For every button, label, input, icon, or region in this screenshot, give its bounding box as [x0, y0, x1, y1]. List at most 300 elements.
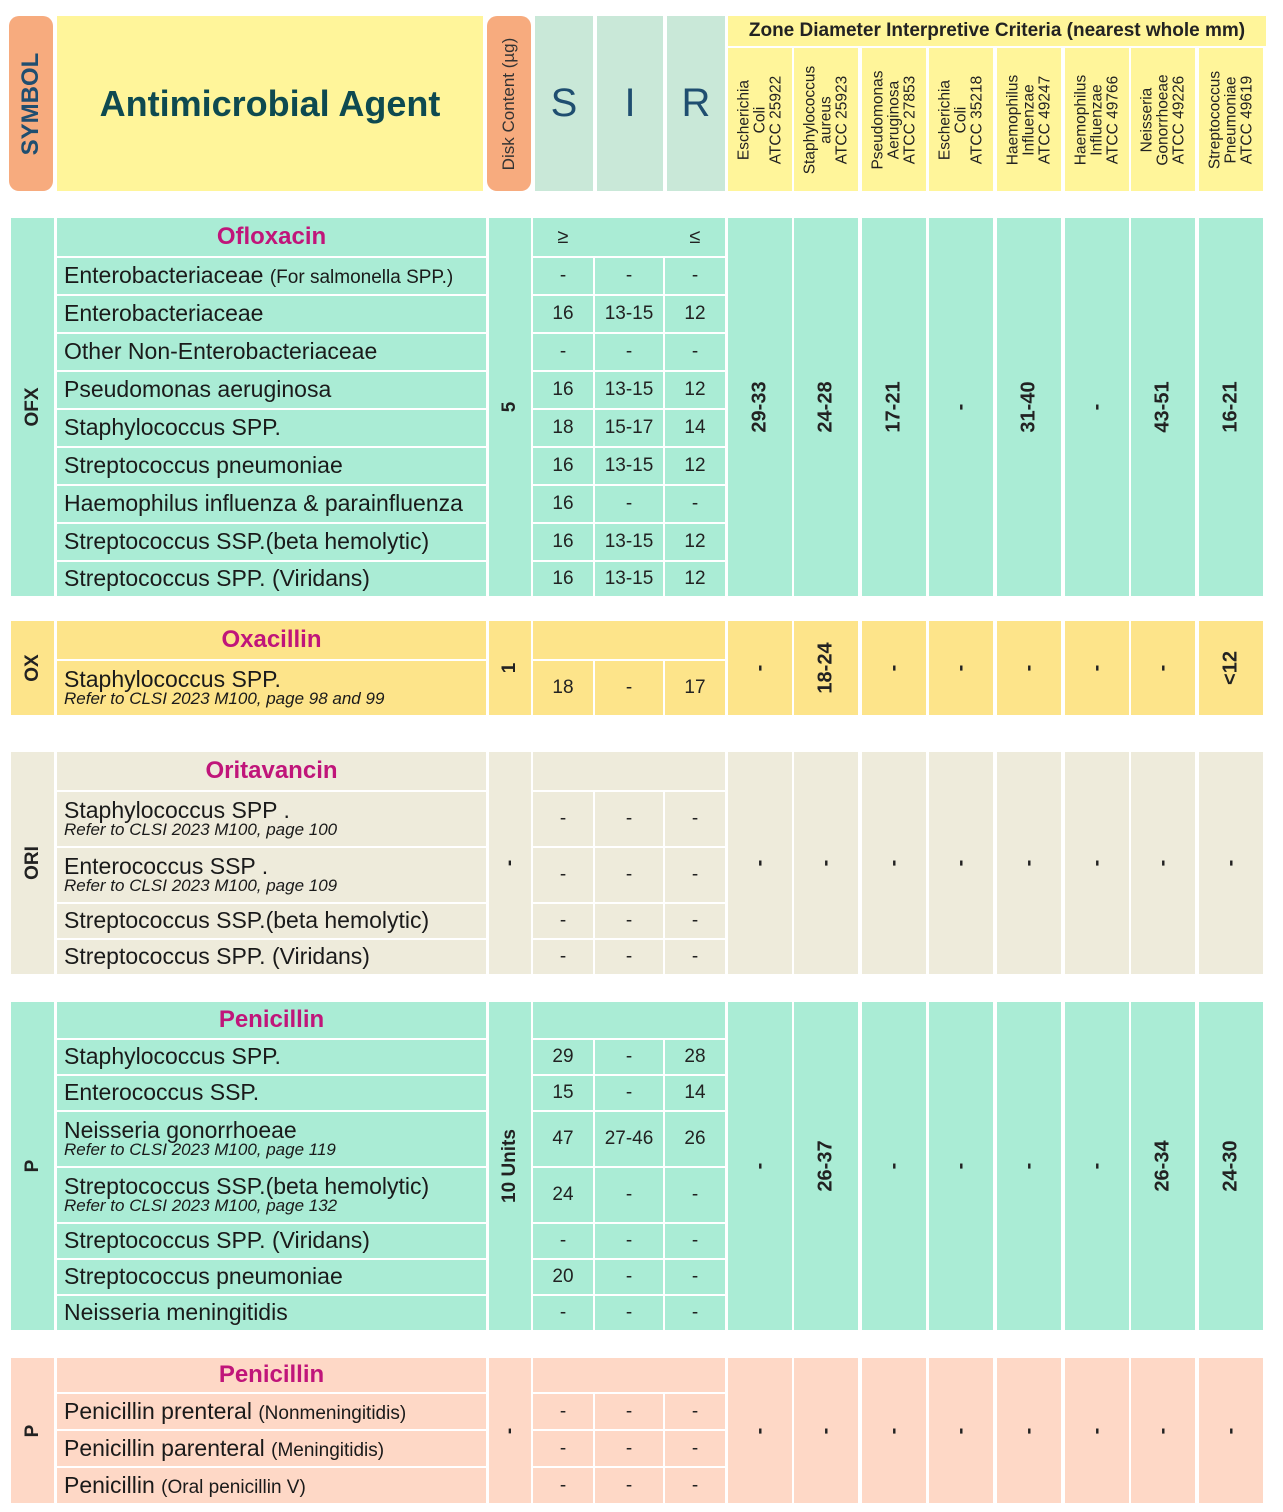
organism-label: [1207, 70, 1254, 168]
organism-row-text: [64, 1228, 370, 1253]
zone-range-value: -: [1151, 859, 1174, 867]
zone-range-value: -: [748, 664, 771, 672]
organism-label-line: Pseudomonas: [869, 69, 887, 170]
organism-label-line: ATCC 49619: [1237, 75, 1255, 164]
organism-row-name: [57, 562, 486, 596]
zone-cell: [1131, 752, 1195, 974]
organism-label: [1139, 74, 1186, 165]
section-title: Penicillin: [57, 1358, 486, 1392]
r-value: -: [665, 848, 725, 902]
section-symbol-label: ORI: [21, 846, 43, 880]
organism-row-text: [64, 1473, 306, 1499]
organism-row-name: [57, 410, 486, 446]
zone-range-value: -: [1151, 664, 1174, 672]
organism-row-text: [64, 263, 453, 289]
organism-row-text: [64, 566, 370, 591]
zone-cell: [997, 1358, 1061, 1503]
zone-cell: [929, 1002, 993, 1330]
i-header: I: [597, 16, 663, 191]
s-value: 24: [533, 1168, 593, 1222]
symbol-header: [9, 16, 53, 191]
organism-label-line: ATCC 49226: [1169, 75, 1187, 164]
organism-row-line: [64, 944, 370, 969]
zone-range-value: -: [882, 859, 905, 867]
organism-row-name: [57, 486, 486, 522]
r-value: -: [665, 486, 725, 522]
disk-header: [487, 16, 531, 191]
i-value: -: [595, 1296, 663, 1330]
zone-cell: [728, 218, 792, 596]
organism-row-name: [57, 296, 486, 332]
organism-row-text: [64, 1264, 343, 1289]
organism-row-name: [57, 524, 486, 560]
organism-row-name: [57, 448, 486, 484]
s-value: -: [533, 1224, 593, 1258]
organism-name: Staphylococcus SPP.: [64, 414, 281, 441]
zone-cell: [1065, 621, 1129, 715]
organism-row-text: [64, 944, 370, 969]
i-value: -: [595, 792, 663, 846]
zone-range-value: -: [1017, 1162, 1040, 1170]
organism-name: Staphylococcus SPP.: [64, 666, 281, 692]
zone-cell: [997, 218, 1061, 596]
organism-label-line: Coli: [952, 106, 970, 133]
zone-cell: [1199, 752, 1263, 974]
zone-cell: [794, 1002, 858, 1330]
zone-range-value: -: [814, 1427, 837, 1434]
organism-row-name: [57, 258, 486, 294]
organism-label-line: Gonorrhoeae: [1154, 73, 1172, 166]
s-value: -: [533, 904, 593, 938]
r-value: 14: [665, 410, 725, 446]
r-value: -: [665, 1296, 725, 1330]
zone-cell: [1131, 621, 1195, 715]
zone-range-value: -: [1085, 664, 1108, 672]
organism-row-name: [57, 1112, 486, 1166]
r-value: 12: [665, 372, 725, 408]
s-value: -: [533, 792, 593, 846]
organism-row-text: [64, 1300, 288, 1325]
s-value: 29: [533, 1040, 593, 1074]
organism-row-name: [57, 1468, 486, 1503]
organism-row-name: [57, 1040, 486, 1074]
s-value: -: [533, 1468, 593, 1503]
organism-name-qualifier: (Meningitidis): [271, 1439, 385, 1461]
organism-row-line: [64, 301, 263, 326]
organism-label-line: ATCC 49766: [1103, 75, 1121, 164]
organism-row-line: [64, 1228, 370, 1253]
r-value: -: [665, 1394, 725, 1429]
s-value: -: [533, 1296, 593, 1330]
organism-row-name: [57, 940, 486, 974]
zone-cell: [997, 752, 1061, 974]
agent-header: Antimicrobial Agent: [57, 16, 483, 191]
zone-range-value: -: [1017, 664, 1040, 672]
organism-label-line: Escherichia: [936, 79, 954, 160]
organism-row-line: [64, 1399, 406, 1425]
s-value: 16: [533, 296, 593, 332]
section-symbol: [11, 218, 54, 596]
r-value: -: [665, 792, 725, 846]
zone-range-value: 16-21: [1219, 381, 1242, 433]
sir-subheader: [533, 1358, 725, 1392]
organism-row-text: [64, 854, 337, 896]
organism-name-qualifier: (Nonmeningitidis): [258, 1402, 407, 1424]
organism-label-line: Escherichia: [735, 79, 753, 160]
section-symbol: [11, 621, 54, 715]
organism-row-name: [57, 1296, 486, 1330]
organism-label-line: Influenzae: [1020, 83, 1038, 156]
i-value: -: [595, 486, 663, 522]
r-value: -: [665, 334, 725, 370]
s-value: 47: [533, 1112, 593, 1166]
organism-label-line: Streptococcus: [1206, 70, 1224, 169]
disk-content: [489, 218, 531, 596]
sir-subheader: [533, 752, 725, 790]
i-value: -: [595, 1224, 663, 1258]
organism-name: Streptococcus SPP. (Viridans): [64, 565, 370, 592]
s-value: -: [533, 258, 593, 294]
zone-range-value: -: [949, 1427, 972, 1434]
zone-range-value: 31-40: [1017, 381, 1040, 433]
organism-name-qualifier: (For salmonella SPP.): [269, 267, 454, 289]
organism-label-line: Influenzae: [1088, 83, 1106, 156]
zone-range-value: 26-37: [814, 1140, 837, 1192]
r-value: -: [665, 1224, 725, 1258]
organism-label-line: aureus: [817, 95, 835, 144]
zone-cell: [929, 752, 993, 974]
zone-range-value: -: [1085, 1427, 1108, 1434]
zone-range-value: -: [748, 1427, 771, 1434]
zone-range-value: -: [949, 859, 972, 867]
zone-range-value: -: [882, 1162, 905, 1170]
s-value: 18: [533, 661, 593, 715]
i-value: 15-17: [595, 410, 663, 446]
r-value: -: [665, 1260, 725, 1294]
organism-row-text: [64, 415, 281, 440]
zone-range-value: -: [949, 664, 972, 672]
zone-cell: [929, 1358, 993, 1503]
section-symbol-label: OX: [21, 654, 43, 682]
organism-label-line: ATCC 27853: [900, 75, 918, 164]
zone-range-value: -: [1219, 859, 1242, 867]
zone-cell: [794, 1358, 858, 1503]
zone-range-value: 24-30: [1219, 1140, 1242, 1192]
organism-row-line: [64, 453, 343, 478]
organism-row-text: [64, 377, 331, 402]
section-title: Oritavancin: [57, 752, 486, 790]
zone-cell: [929, 218, 993, 596]
organism-header-7: [1131, 48, 1195, 191]
s-value: 16: [533, 486, 593, 522]
organism-row-line: [64, 1080, 259, 1105]
zone-cell: [1199, 1358, 1263, 1503]
i-value: -: [595, 1260, 663, 1294]
disk-content: [489, 1358, 531, 1503]
organism-name: Staphylococcus SPP .: [64, 797, 290, 823]
zone-cell: [1199, 621, 1263, 715]
i-value: -: [595, 1394, 663, 1429]
organism-name: Streptococcus SSP.(beta hemolytic): [64, 907, 430, 934]
sir-subheader: [533, 621, 725, 659]
r-value: -: [665, 904, 725, 938]
zone-range-value: <12: [1219, 651, 1242, 685]
organism-header-8: [1199, 48, 1263, 191]
organism-label-line: Haemophilus: [1072, 74, 1090, 165]
reference-note: Refer to CLSI 2023 M100, page 109: [64, 876, 338, 896]
organism-label-line: ATCC 25923: [832, 75, 850, 164]
zone-range-value: -: [1085, 403, 1108, 411]
disk-content-value: 10 Units: [499, 1129, 520, 1203]
organism-row-name: [57, 1076, 486, 1110]
s-value: 16: [533, 562, 593, 596]
zone-criteria-title: Zone Diameter Interpretive Criteria (nearest whole mm): [728, 16, 1266, 46]
s-value: -: [533, 334, 593, 370]
s-value: 18: [533, 410, 593, 446]
organism-header-3: [862, 48, 926, 191]
reference-note: Refer to CLSI 2023 M100, page 132: [64, 1196, 338, 1216]
organism-row-text: [64, 667, 384, 709]
organism-row-line: [64, 1264, 343, 1289]
zone-cell: [1131, 1358, 1195, 1503]
s-value: 15: [533, 1076, 593, 1110]
section-title: Ofloxacin: [57, 218, 486, 256]
organism-row-name: [57, 1260, 486, 1294]
disk-content: [489, 752, 531, 974]
zone-range-value: -: [882, 664, 905, 672]
s-value: 16: [533, 372, 593, 408]
zone-cell: [794, 621, 858, 715]
organism-header-2: [794, 48, 858, 191]
organism-name: Streptococcus SSP.(beta hemolytic): [64, 528, 430, 555]
organism-name: Streptococcus SPP. (Viridans): [64, 943, 370, 970]
organism-header-1: [728, 48, 792, 191]
sir-subheader: [533, 1002, 725, 1038]
organism-row-text: [64, 1080, 259, 1105]
i-value: 13-15: [595, 448, 663, 484]
organism-label-line: Coli: [751, 106, 769, 133]
organism-header-5: [997, 48, 1061, 191]
organism-row-text: [64, 1436, 384, 1462]
organism-row-name: [57, 372, 486, 408]
organism-row-line: [64, 908, 429, 933]
organism-label-line: Haemophilus: [1004, 74, 1022, 165]
zone-cell: [1065, 1002, 1129, 1330]
organism-row-line: [64, 566, 370, 591]
organism-name: Streptococcus SSP.(beta hemolytic): [64, 1173, 430, 1199]
zone-range-value: 18-24: [814, 642, 837, 694]
disk-content: [489, 1002, 531, 1330]
section-symbol: [11, 1358, 54, 1503]
zone-cell: [862, 218, 926, 596]
organism-name: Enterobacteriaceae: [64, 262, 264, 289]
organism-row-name: [57, 1394, 486, 1429]
section-symbol: [11, 1002, 54, 1330]
disk-content-value: -: [499, 1427, 520, 1434]
organism-name: Enterobacteriaceae: [64, 300, 264, 327]
s-value: -: [533, 940, 593, 974]
r-value: -: [665, 940, 725, 974]
zone-range-value: 29-33: [748, 381, 771, 433]
r-value: -: [665, 1468, 725, 1503]
zone-cell: [728, 621, 792, 715]
s-threshold-symbol: ≥: [557, 225, 569, 248]
r-value: 28: [665, 1040, 725, 1074]
organism-row-text: [64, 1118, 336, 1160]
zone-range-value: 24-28: [814, 381, 837, 433]
organism-label-line: Neisseria: [1138, 87, 1156, 152]
organism-row-line: [64, 339, 377, 364]
zone-cell: [794, 218, 858, 596]
zone-range-value: -: [814, 859, 837, 867]
zone-range-value: -: [1017, 859, 1040, 867]
disk-content-value: 1: [499, 662, 520, 674]
reference-note: Refer to CLSI 2023 M100, page 119: [64, 1140, 336, 1160]
organism-label-line: ATCC 35218: [967, 75, 985, 164]
organism-row-line: [64, 1473, 306, 1499]
organism-name-qualifier: (Oral penicillin V): [161, 1476, 306, 1498]
organism-name: Neisseria gonorrhoeae: [64, 1117, 297, 1143]
i-value: -: [595, 848, 663, 902]
organism-name: Staphylococcus SPP.: [64, 1043, 281, 1070]
r-value: 17: [665, 661, 725, 715]
disk-content-value: -: [499, 859, 520, 867]
zone-cell: [862, 752, 926, 974]
r-value: 12: [665, 448, 725, 484]
zone-range-value: -: [1017, 1427, 1040, 1434]
organism-row-name: [57, 904, 486, 938]
r-value: -: [665, 1431, 725, 1466]
reference-note: Refer to CLSI 2023 M100, page 98 and 99: [64, 689, 385, 709]
zone-range-value: 43-51: [1151, 381, 1174, 433]
r-value: 12: [665, 296, 725, 332]
organism-name: Penicillin parenteral: [64, 1434, 265, 1461]
organism-row-name: [57, 792, 486, 846]
zone-cell: [1131, 1002, 1195, 1330]
zone-range-value: -: [1085, 859, 1108, 867]
zone-range-value: -: [882, 1427, 905, 1434]
s-value: -: [533, 848, 593, 902]
organism-label: [736, 75, 783, 163]
zone-cell: [1065, 752, 1129, 974]
zone-cell: [1065, 218, 1129, 596]
section-title: Penicillin: [57, 1002, 486, 1038]
organism-row-name: [57, 661, 486, 715]
organism-name: Other Non-Enterobacteriaceae: [64, 338, 378, 365]
organism-name: Streptococcus pneumoniae: [64, 452, 343, 479]
organism-row-text: [64, 453, 343, 478]
zone-range-value: -: [748, 859, 771, 867]
r-value: 12: [665, 524, 725, 560]
organism-row-line: [64, 529, 429, 554]
disk-header-label: Disk Content (µg): [499, 37, 518, 170]
organism-row-text: [64, 301, 263, 326]
s-value: 20: [533, 1260, 593, 1294]
zone-cell: [728, 752, 792, 974]
organism-row-line: [64, 1044, 281, 1069]
organism-row-line: [64, 491, 463, 516]
organism-name: Streptococcus SPP. (Viridans): [64, 1227, 370, 1254]
i-value: -: [595, 940, 663, 974]
organism-row-text: [64, 339, 377, 364]
organism-row-text: [64, 1399, 406, 1425]
organism-label-line: ATCC 25922: [766, 75, 784, 164]
reference-note: Refer to CLSI 2023 M100, page 100: [64, 820, 338, 840]
zone-cell: [862, 1358, 926, 1503]
zone-range-value: -: [1219, 1427, 1242, 1434]
r-threshold-symbol: ≤: [689, 225, 701, 248]
s-value: -: [533, 1394, 593, 1429]
zone-cell: [794, 752, 858, 974]
section-title: Oxacillin: [57, 621, 486, 659]
r-value: 12: [665, 562, 725, 596]
organism-row-name: [57, 1431, 486, 1466]
i-value: -: [595, 661, 663, 715]
zone-cell: [862, 1002, 926, 1330]
organism-label: [1005, 74, 1052, 164]
organism-row-text: [64, 1174, 429, 1216]
organism-label: [870, 70, 917, 169]
organism-name: Penicillin: [64, 1471, 155, 1498]
i-value: 13-15: [595, 372, 663, 408]
zone-cell: [1199, 218, 1263, 596]
i-value: -: [595, 1168, 663, 1222]
i-value: -: [595, 1468, 663, 1503]
organism-label-line: ATCC 49247: [1035, 75, 1053, 164]
zone-cell: [1065, 1358, 1129, 1503]
symbol-header-label: SYMBOL: [17, 52, 44, 155]
zone-range-value: -: [949, 1162, 972, 1170]
organism-label: [1073, 74, 1120, 164]
organism-row-name: [57, 334, 486, 370]
r-value: -: [665, 1168, 725, 1222]
disk-content: [489, 621, 531, 715]
section-symbol-label: P: [21, 1424, 43, 1437]
organism-row-text: [64, 491, 463, 516]
r-value: 26: [665, 1112, 725, 1166]
organism-row-text: [64, 529, 429, 554]
zone-range-value: -: [949, 403, 972, 411]
organism-row-text: [64, 798, 337, 840]
organism-label-line: Aeruginosa: [885, 80, 903, 159]
i-value: -: [595, 258, 663, 294]
section-symbol-label: OFX: [21, 387, 43, 427]
i-value: -: [595, 1040, 663, 1074]
i-value: -: [595, 904, 663, 938]
i-value: -: [595, 1076, 663, 1110]
organism-row-line: [64, 263, 453, 289]
section-symbol-label: P: [21, 1159, 43, 1173]
r-value: -: [665, 258, 725, 294]
zone-range-value: -: [748, 1162, 771, 1170]
organism-label: [937, 75, 984, 163]
i-value: 13-15: [595, 296, 663, 332]
organism-header-6: [1065, 48, 1129, 191]
i-value: 13-15: [595, 524, 663, 560]
organism-row-name: [57, 1224, 486, 1258]
organism-row-text: [64, 908, 429, 933]
zone-range-value: 17-21: [882, 381, 905, 433]
organism-label: [802, 65, 849, 174]
organism-name: Enterococcus SSP.: [64, 1079, 260, 1106]
zone-range-value: 26-34: [1151, 1140, 1174, 1192]
s-value: 16: [533, 524, 593, 560]
organism-row-name: [57, 1168, 486, 1222]
zone-cell: [929, 621, 993, 715]
organism-label-line: Staphylococcus: [801, 65, 819, 174]
i-value: 13-15: [595, 562, 663, 596]
organism-name: Neisseria meningitidis: [64, 1299, 288, 1326]
